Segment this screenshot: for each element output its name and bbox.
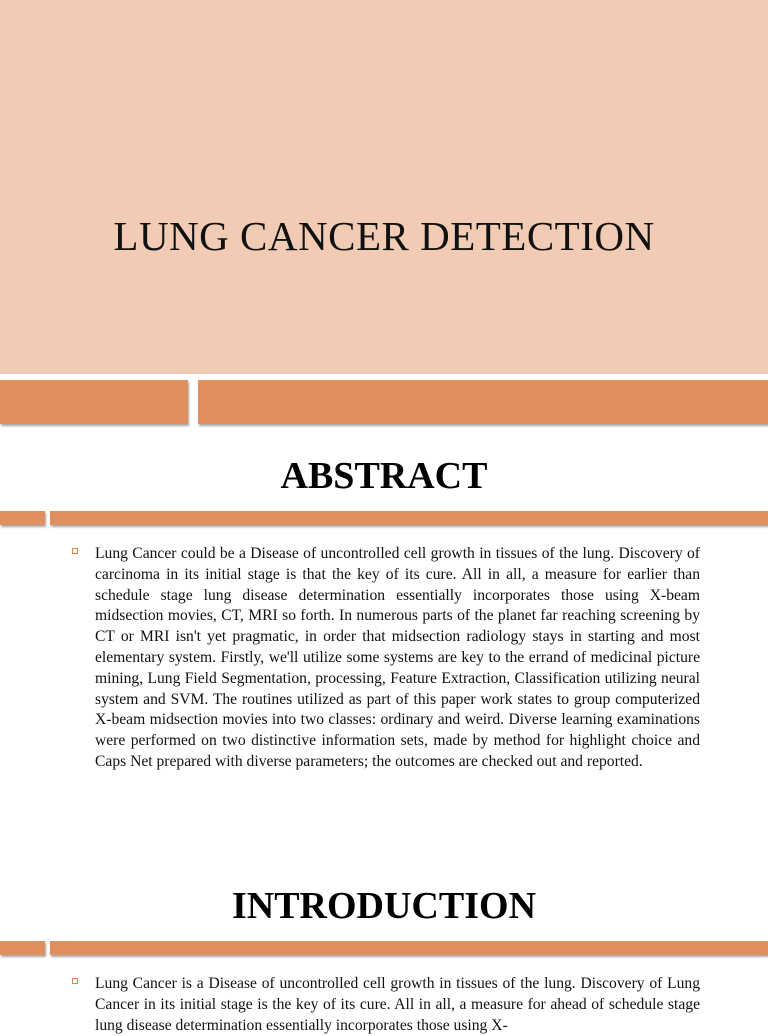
introduction-divider-left xyxy=(0,941,45,955)
introduction-text: Lung Cancer is a Disease of uncontrolled cell growth in tissues of the lung. Discovery of Lung Cancer in its initial stage is the key of its cure. All in all, a measure for ahead of schedule stage lung disease determination essentially incorporates those using X- xyxy=(95,975,700,1034)
abstract-bullet xyxy=(72,544,700,773)
title-slide xyxy=(0,0,768,374)
introduction-bullet xyxy=(72,974,700,1036)
abstract-heading: ABSTRACT xyxy=(280,455,488,497)
accent-bar-left xyxy=(0,380,188,424)
abstract-divider-right xyxy=(50,511,768,525)
abstract-divider-left xyxy=(0,511,45,525)
bullet-square-icon xyxy=(72,978,78,984)
introduction-divider-right xyxy=(50,941,768,955)
introduction-heading: INTRODUCTION xyxy=(231,885,537,927)
bullet-square-icon xyxy=(72,548,78,554)
presentation-title: LUNG CANCER DETECTION xyxy=(113,213,655,259)
accent-bar-right xyxy=(198,380,768,424)
abstract-text: Lung Cancer could be a Disease of uncontrolled cell growth in tissues of the lung. Discovery of carcinoma in its initial stage is that the key of its cure. All in all, a measure for earlier than schedule stage lung disease determination essentially incorporates those using X-beam midsection movies, CT, MRI so forth. In numerous parts of the planet far reaching screening by CT or MRI isn't yet pragmatic, in order that midsection radiology stays in starting and most elementary system. Firstly, we'll utilize some systems are key to the errand of medicinal picture mining, Lung Field Segmentation, processing, Feature Extraction, Classification utilizing neural system and SVM. The routines utilized as part of this paper work states to group computerized X-beam midsection movies into two classes: ordinary and weird. Diverse learning examinations were performed on two distinctive information sets, made by method for highlight choice and Caps Net prepared with diverse parameters; the outcomes are checked out and reported. xyxy=(95,545,700,770)
